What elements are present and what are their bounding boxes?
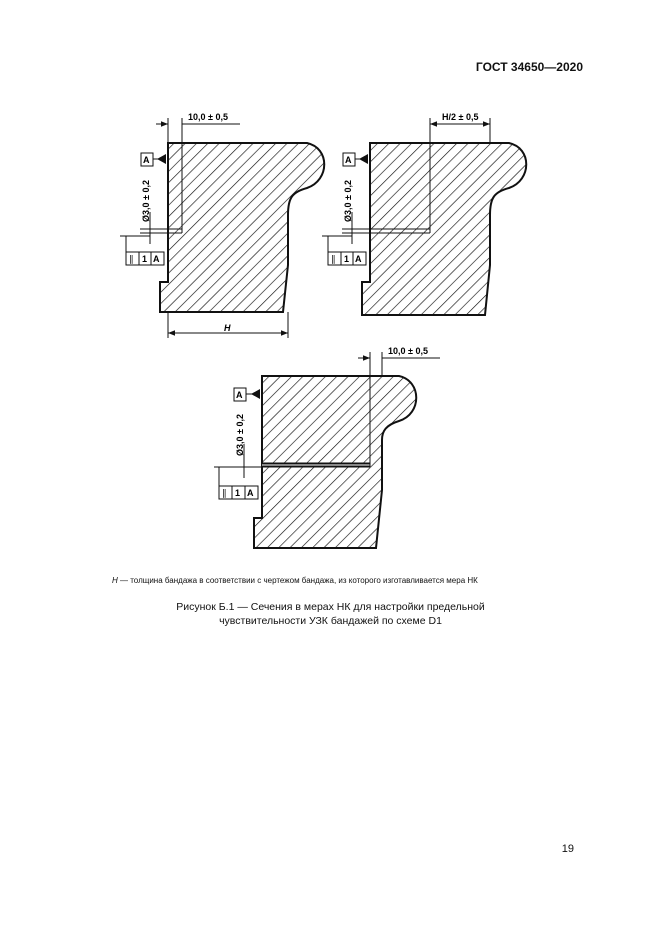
- page-number: 19: [561, 843, 574, 855]
- caption-line-1: Рисунок Б.1 — Сечения в мерах НК для настройки предельной: [176, 601, 485, 613]
- caption-line-2: чувствительности УЗК бандажей по схеме D1: [219, 615, 442, 627]
- section-1-dim-top: 10,0 ± 0,5: [188, 112, 228, 122]
- section-2-dim-top: H/2 ± 0,5: [442, 112, 479, 122]
- section-3-hole-dia: Ø3,0 ± 0,2: [235, 414, 245, 456]
- section-1: [120, 112, 324, 338]
- section-1-dim-h: H: [224, 323, 231, 333]
- document-header: ГОСТ 34650—2020: [475, 60, 583, 74]
- section-1-datum: А: [143, 155, 150, 165]
- section-3-dim-top: 10,0 ± 0,5: [388, 346, 428, 356]
- section-2-tol-sym: ∥: [331, 254, 336, 264]
- section-3-profile: [254, 376, 416, 548]
- section-1-tol-value: 1: [142, 254, 148, 264]
- section-3-datum: А: [236, 390, 243, 400]
- note-text: — толщина бандажа в соответствии с чертежом бандажа, из которого изготавливается мера НК: [117, 576, 478, 585]
- section-2-hole-dia: Ø3,0 ± 0,2: [343, 180, 353, 222]
- note-symbol: H: [112, 576, 118, 585]
- figure-caption: [0, 600, 661, 628]
- section-3-tol-value: 1: [235, 488, 241, 498]
- section-3-tol-sym: ∥: [222, 488, 227, 498]
- section-2-tol-datum: А: [355, 254, 362, 264]
- section-2-tol-value: 1: [344, 254, 350, 264]
- section-1-hole-dia: Ø3,0 ± 0,2: [141, 180, 151, 222]
- section-3: [214, 346, 440, 548]
- section-1-tol-datum: А: [153, 254, 160, 264]
- figure-note: [112, 576, 478, 585]
- section-1-tol-sym: ∥: [129, 254, 134, 264]
- section-1-profile: [160, 143, 324, 312]
- section-2: [322, 112, 526, 315]
- section-3-tol-datum: А: [247, 488, 254, 498]
- section-2-datum: А: [345, 155, 352, 165]
